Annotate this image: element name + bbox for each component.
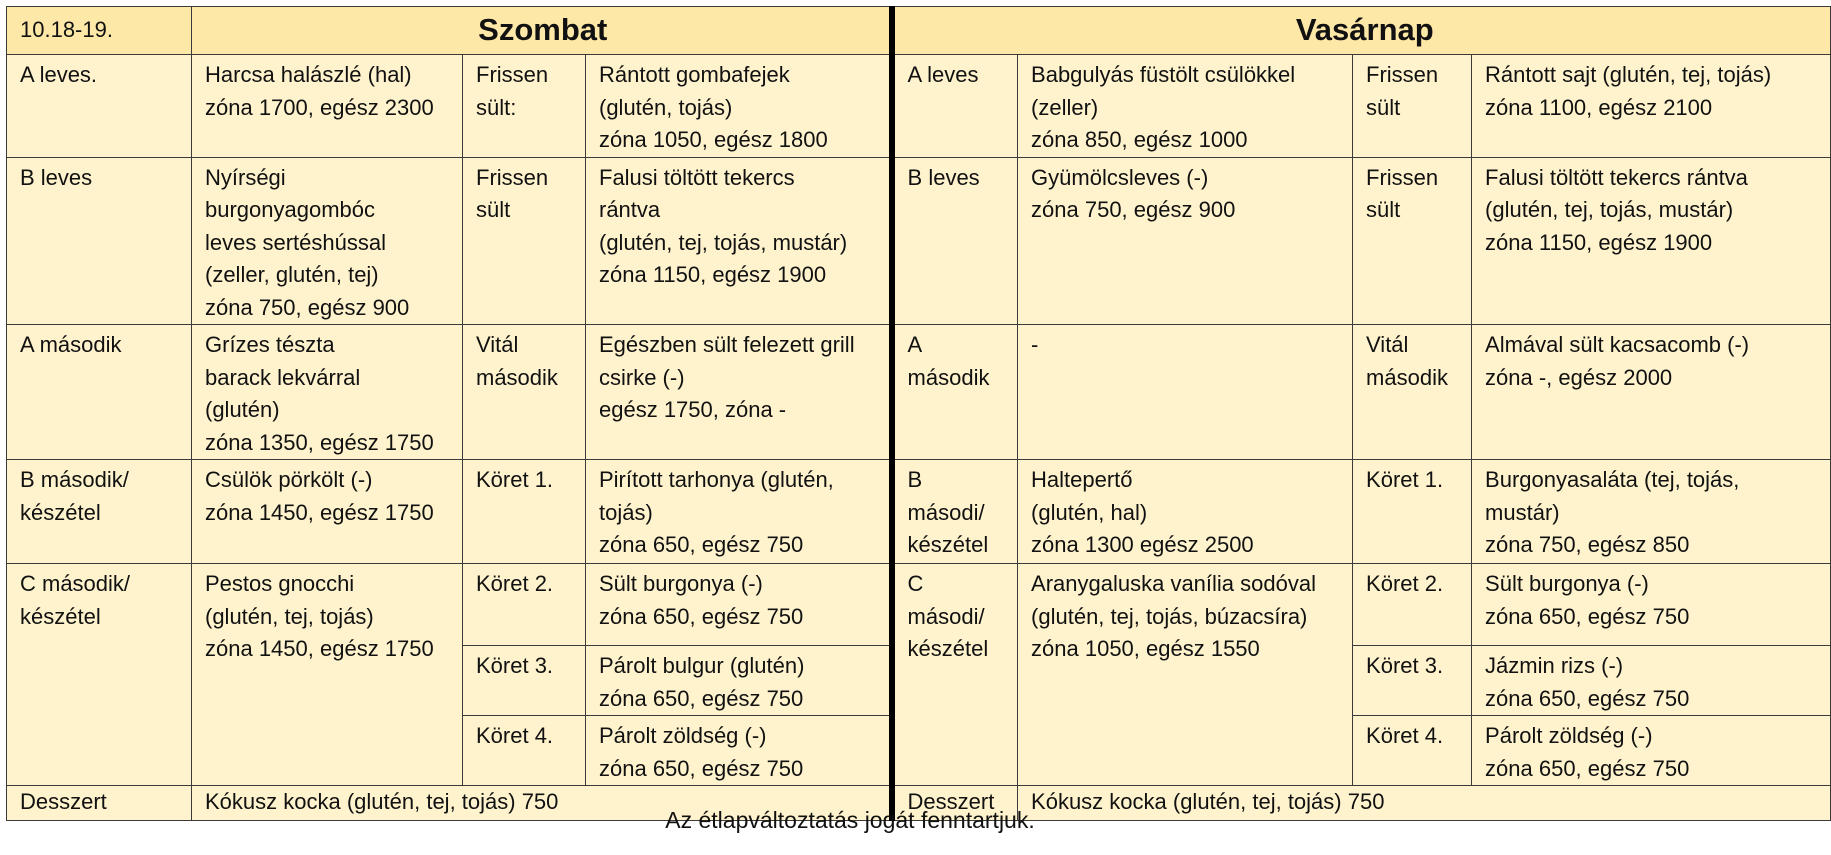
- saturday-sub-label: Köret 4.: [463, 716, 586, 786]
- row-label: B második/ készétel: [7, 460, 192, 564]
- sunday-dessert: Kókusz kocka (glutén, tej, tojás) 750: [1018, 786, 1831, 821]
- saturday-sub-dish: Egészben sült felezett grill csirke (-) egész 1750, zóna -: [586, 325, 892, 460]
- footer-note: Az étlapváltoztatás jogát fenntartjuk.: [665, 807, 1035, 833]
- weekend-menu-table: [6, 6, 1831, 821]
- sunday-sub-dish: Rántott sajt (glutén, tej, tojás) zóna 1100, egész 2100: [1472, 55, 1831, 158]
- sunday-sub-label: Köret 3.: [1353, 646, 1472, 716]
- sunday-sub-dish: Burgonyasaláta (tej, tojás, mustár) zóna 750, egész 850: [1472, 460, 1831, 564]
- row-label: A második: [7, 325, 192, 460]
- saturday-dish: Csülök pörkölt (-) zóna 1450, egész 1750: [192, 460, 463, 564]
- menu-row: [7, 157, 1831, 325]
- sunday-row-label: C másodi/ készétel: [892, 564, 1018, 786]
- saturday-dessert: Kókusz kocka (glutén, tej, tojás) 750: [192, 786, 892, 821]
- sunday-sub-dish: Sült burgonya (-) zóna 650, egész 750: [1472, 564, 1831, 646]
- sunday-sub-label: Köret 4.: [1353, 716, 1472, 786]
- sunday-dish: Haltepertő (glutén, hal) zóna 1300 egész 2500: [1018, 460, 1353, 564]
- sunday-dish: Aranygaluska vanília sodóval (glutén, tej, tojás, búzacsíra) zóna 1050, egész 1550: [1018, 564, 1353, 786]
- sunday-row-label: B leves: [892, 157, 1018, 325]
- saturday-sub-label: Köret 2.: [463, 564, 586, 646]
- header-row: [7, 7, 1831, 55]
- sunday-row-label: A leves: [892, 55, 1018, 158]
- sunday-sub-label: Köret 2.: [1353, 564, 1472, 646]
- saturday-sub-dish: Pirított tarhonya (glutén, tojás) zóna 650, egész 750: [586, 460, 892, 564]
- saturday-dish: Pestos gnocchi (glutén, tej, tojás) zóna 1450, egész 1750: [192, 564, 463, 786]
- saturday-sub-dish: Párolt zöldség (-) zóna 650, egész 750: [586, 716, 892, 786]
- menu-row: [7, 325, 1831, 460]
- sunday-sub-label: Köret 1.: [1353, 460, 1472, 564]
- sunday-dish: Gyümölcsleves (-) zóna 750, egész 900: [1018, 157, 1353, 325]
- sunday-row-label: A második: [892, 325, 1018, 460]
- saturday-dish: Harcsa halászlé (hal) zóna 1700, egész 2300: [192, 55, 463, 158]
- row-label: B leves: [7, 157, 192, 325]
- saturday-sub-dish: Párolt bulgur (glutén) zóna 650, egész 750: [586, 646, 892, 716]
- saturday-dish: Nyírségi burgonyagombóc leves sertéshússal (zeller, glutén, tej) zóna 750, egész 900: [192, 157, 463, 325]
- menu-row: [7, 460, 1831, 564]
- saturday-sub-dish: Rántott gombafejek (glutén, tojás) zóna 1050, egész 1800: [586, 55, 892, 158]
- sunday-sub-label: Vitál második: [1353, 325, 1472, 460]
- saturday-sub-label: Vitál második: [463, 325, 586, 460]
- date-cell: 10.18-19.: [7, 7, 192, 55]
- sunday-sub-dish: Párolt zöldség (-) zóna 650, egész 750: [1472, 716, 1831, 786]
- menu-row: [7, 55, 1831, 158]
- sunday-sub-dish: Falusi töltött tekercs rántva (glutén, tej, tojás, mustár) zóna 1150, egész 1900: [1472, 157, 1831, 325]
- saturday-sub-label: Köret 1.: [463, 460, 586, 564]
- day-header-sunday: Vasárnap: [892, 7, 1831, 55]
- saturday-sub-label: Frissen sült: [463, 157, 586, 325]
- saturday-sub-dish: Falusi töltött tekercs rántva (glutén, tej, tojás, mustár) zóna 1150, egész 1900: [586, 157, 892, 325]
- menu-row: [7, 564, 1831, 646]
- sunday-dessert-label: Desszert: [892, 786, 1018, 821]
- day-header-saturday: Szombat: [192, 7, 892, 55]
- sunday-dish: -: [1018, 325, 1353, 460]
- dessert-label: Desszert: [7, 786, 192, 821]
- row-label: A leves.: [7, 55, 192, 158]
- sunday-sub-label: Frissen sült: [1353, 157, 1472, 325]
- sunday-dish: Babgulyás füstölt csülökkel (zeller) zóna 850, egész 1000: [1018, 55, 1353, 158]
- saturday-dish: Grízes tészta barack lekvárral (glutén) zóna 1350, egész 1750: [192, 325, 463, 460]
- saturday-sub-dish: Sült burgonya (-) zóna 650, egész 750: [586, 564, 892, 646]
- sunday-row-label: B másodi/ készétel: [892, 460, 1018, 564]
- sunday-sub-label: Frissen sült: [1353, 55, 1472, 158]
- row-label: C második/ készétel: [7, 564, 192, 786]
- sunday-sub-dish: Jázmin rizs (-) zóna 650, egész 750: [1472, 646, 1831, 716]
- saturday-sub-label: Köret 3.: [463, 646, 586, 716]
- saturday-sub-label: Frissen sült:: [463, 55, 586, 158]
- sunday-sub-dish: Almával sült kacsacomb (-) zóna -, egész 2000: [1472, 325, 1831, 460]
